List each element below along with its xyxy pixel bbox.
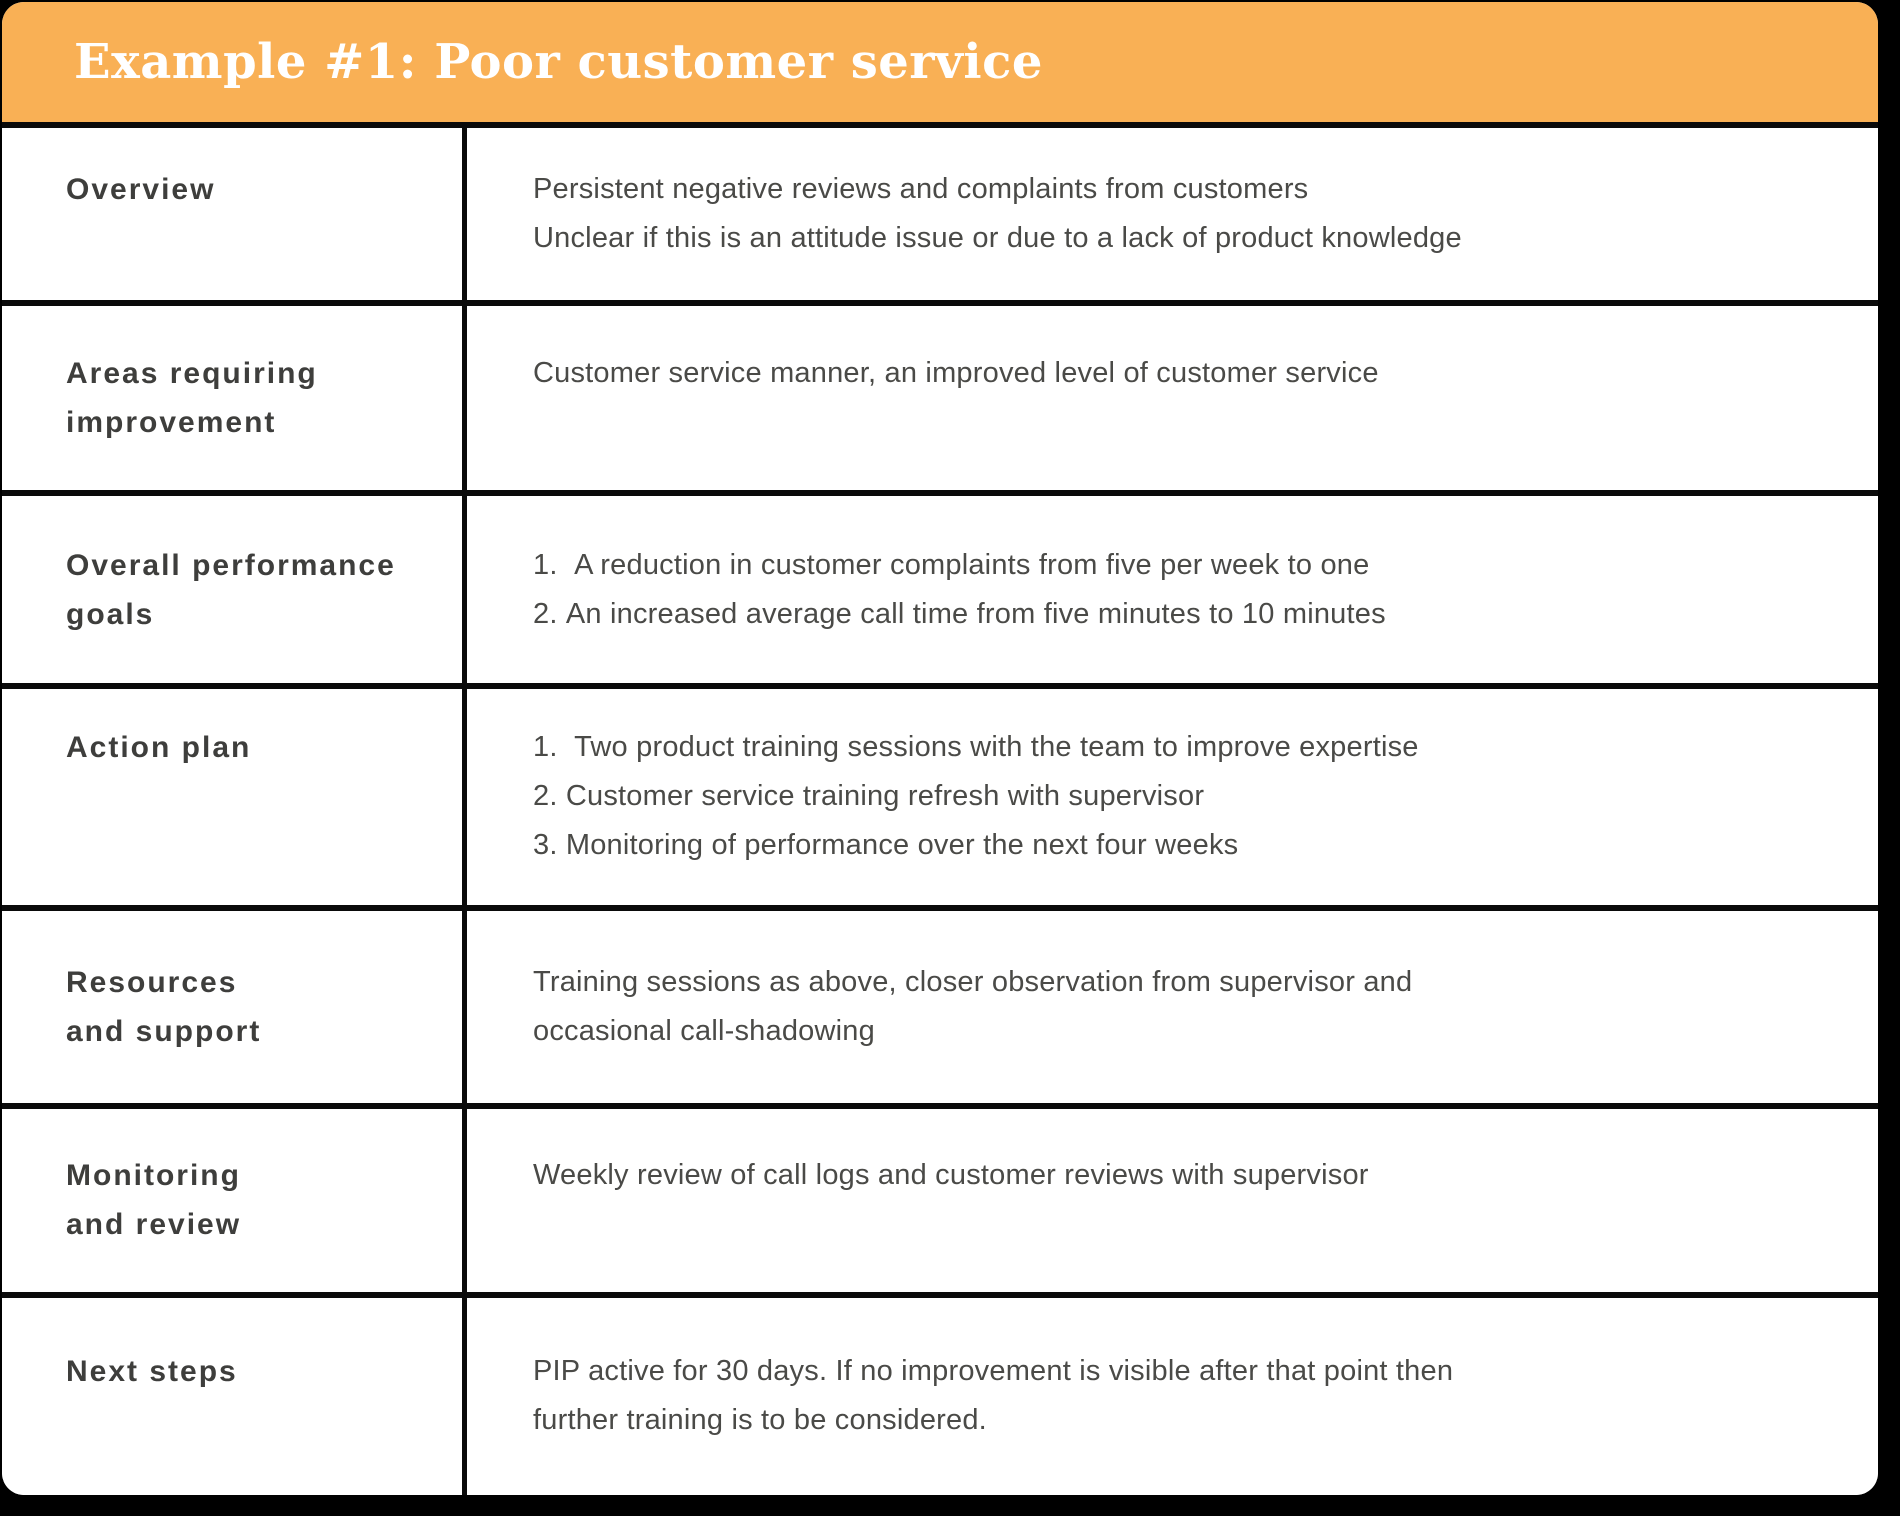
card-title: Example #1: Poor customer service [74,34,1043,90]
row-label-cell [2,128,467,300]
content-line: Persistent negative reviews and complaints from customers [533,173,1309,205]
row-content-cell [467,1109,1878,1292]
row-content-cell [467,128,1878,300]
row-label-cell [2,496,467,683]
table-row-overview [2,128,1878,306]
row-label-cell [2,689,467,905]
row-content-cell [467,911,1878,1103]
content-line: Weekly review of call logs and customer reviews with supervisor [533,1159,1369,1191]
row-label: Overall performance [66,549,396,582]
row-label-cell [2,1109,467,1292]
content-line: Training sessions as above, closer observation from supervisor and [533,966,1413,998]
row-content-cell [467,496,1878,683]
pip-example-card [2,2,1878,1495]
row-label: and support [66,1015,262,1048]
numbered-list-item: 1. Two product training sessions with the team to improve expertise [533,731,1419,763]
row-label: Action plan [66,731,252,764]
row-label: Resources [66,966,238,999]
content-line: occasional call-shadowing [533,1015,875,1047]
numbered-list-item: 1. A reduction in customer complaints from five per week to one [533,549,1370,581]
row-content-cell [467,306,1878,490]
pip-table [2,128,1878,1495]
row-label: Next steps [66,1355,238,1388]
row-label-cell [2,911,467,1103]
table-row-next-steps [2,1298,1878,1495]
row-label: Areas requiring [66,357,318,390]
content-line: further training is to be considered. [533,1404,987,1436]
row-label: Overview [66,173,216,206]
card-header [2,2,1878,128]
row-label-cell [2,306,467,490]
numbered-list-item: 2. An increased average call time from five minutes to 10 minutes [533,598,1386,630]
row-label: and review [66,1208,242,1241]
row-content-cell [467,689,1878,905]
row-label: Monitoring [66,1159,241,1192]
row-label: goals [66,598,155,631]
content-line: Customer service manner, an improved level of customer service [533,357,1379,389]
table-row-action-plan [2,689,1878,911]
row-label: improvement [66,406,277,439]
table-row-monitoring-and-review [2,1109,1878,1298]
row-label-cell [2,1298,467,1495]
numbered-list-item: 2. Customer service training refresh with supervisor [533,780,1205,812]
row-content-cell [467,1298,1878,1495]
content-line: Unclear if this is an attitude issue or due to a lack of product knowledge [533,222,1462,254]
content-line: PIP active for 30 days. If no improvement is visible after that point then [533,1355,1454,1387]
table-row-overall-performance-goals [2,496,1878,689]
numbered-list-item: 3. Monitoring of performance over the next four weeks [533,829,1239,861]
table-row-areas-requiring-improvement [2,306,1878,496]
table-row-resources-and-support [2,911,1878,1109]
